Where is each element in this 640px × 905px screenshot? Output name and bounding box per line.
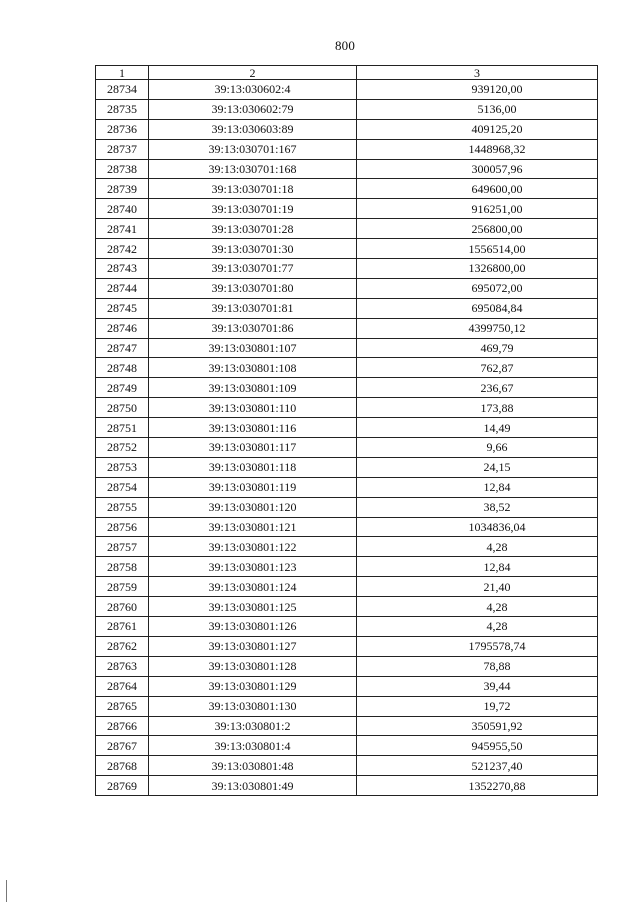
table-row	[96, 636, 598, 656]
value-cell: 649600,00	[357, 179, 598, 199]
value-cell: 469,79	[357, 338, 598, 358]
table-row	[96, 438, 598, 458]
table-row	[96, 597, 598, 617]
registry-table	[95, 65, 598, 796]
table-row	[96, 617, 598, 637]
cadastral-number-cell: 39:13:030701:77	[149, 259, 357, 279]
table-row	[96, 716, 598, 736]
row-number-cell: 28761	[96, 617, 149, 637]
value-cell: 4,28	[357, 617, 598, 637]
table-row	[96, 557, 598, 577]
table-row	[96, 318, 598, 338]
table-row	[96, 517, 598, 537]
table-row	[96, 756, 598, 776]
value-cell: 12,84	[357, 557, 598, 577]
value-cell: 300057,96	[357, 159, 598, 179]
cadastral-number-cell: 39:13:030801:125	[149, 597, 357, 617]
row-number-cell: 28768	[96, 756, 149, 776]
cadastral-number-cell: 39:13:030701:30	[149, 239, 357, 259]
table-row	[96, 139, 598, 159]
table-row	[96, 119, 598, 139]
value-cell: 21,40	[357, 577, 598, 597]
cadastral-number-cell: 39:13:030701:167	[149, 139, 357, 159]
row-number-cell: 28734	[96, 80, 149, 100]
row-number-cell: 28742	[96, 239, 149, 259]
value-cell: 4399750,12	[357, 318, 598, 338]
table-row	[96, 159, 598, 179]
cadastral-number-cell: 39:13:030801:110	[149, 398, 357, 418]
table-row	[96, 338, 598, 358]
value-cell: 9,66	[357, 438, 598, 458]
row-number-cell: 28760	[96, 597, 149, 617]
table-row	[96, 776, 598, 796]
value-cell: 350591,92	[357, 716, 598, 736]
table-row	[96, 80, 598, 100]
row-number-cell: 28756	[96, 517, 149, 537]
table-row	[96, 239, 598, 259]
cadastral-number-cell: 39:13:030801:128	[149, 656, 357, 676]
row-number-cell: 28739	[96, 179, 149, 199]
cadastral-number-cell: 39:13:030801:127	[149, 636, 357, 656]
row-number-cell: 28759	[96, 577, 149, 597]
value-cell: 762,87	[357, 358, 598, 378]
value-cell: 78,88	[357, 656, 598, 676]
row-number-cell: 28740	[96, 199, 149, 219]
cadastral-number-cell: 39:13:030801:129	[149, 676, 357, 696]
cadastral-number-cell: 39:13:030701:18	[149, 179, 357, 199]
table-row	[96, 457, 598, 477]
cadastral-number-cell: 39:13:030801:120	[149, 497, 357, 517]
cadastral-number-cell: 39:13:030801:107	[149, 338, 357, 358]
cadastral-number-cell: 39:13:030801:116	[149, 418, 357, 438]
value-cell: 24,15	[357, 457, 598, 477]
table-row	[96, 99, 598, 119]
table-row	[96, 219, 598, 239]
value-cell: 1326800,00	[357, 259, 598, 279]
cadastral-number-cell: 39:13:030701:168	[149, 159, 357, 179]
registry-table-container	[95, 65, 597, 796]
value-cell: 4,28	[357, 537, 598, 557]
cadastral-number-cell: 39:13:030603:89	[149, 119, 357, 139]
value-cell: 1556514,00	[357, 239, 598, 259]
table-header-row	[96, 66, 598, 80]
cadastral-number-cell: 39:13:030602:79	[149, 99, 357, 119]
cadastral-number-cell: 39:13:030701:86	[149, 318, 357, 338]
cadastral-number-cell: 39:13:030602:4	[149, 80, 357, 100]
cadastral-number-cell: 39:13:030801:108	[149, 358, 357, 378]
cadastral-number-cell: 39:13:030801:130	[149, 696, 357, 716]
value-cell: 14,49	[357, 418, 598, 438]
page-number: 800	[334, 38, 356, 53]
column-header-2: 2	[149, 66, 357, 80]
row-number-cell: 28765	[96, 696, 149, 716]
value-cell: 256800,00	[357, 219, 598, 239]
table-row	[96, 298, 598, 318]
table-row	[96, 537, 598, 557]
cadastral-number-cell: 39:13:030801:117	[149, 438, 357, 458]
table-row	[96, 378, 598, 398]
row-number-cell: 28757	[96, 537, 149, 557]
row-number-cell: 28737	[96, 139, 149, 159]
scan-margin-mark	[6, 880, 7, 902]
row-number-cell: 28747	[96, 338, 149, 358]
row-number-cell: 28753	[96, 457, 149, 477]
cadastral-number-cell: 39:13:030801:119	[149, 477, 357, 497]
table-row	[96, 179, 598, 199]
value-cell: 236,67	[357, 378, 598, 398]
cadastral-number-cell: 39:13:030801:48	[149, 756, 357, 776]
table-row	[96, 497, 598, 517]
value-cell: 19,72	[357, 696, 598, 716]
cadastral-number-cell: 39:13:030801:4	[149, 736, 357, 756]
row-number-cell: 28767	[96, 736, 149, 756]
table-row	[96, 398, 598, 418]
row-number-cell: 28750	[96, 398, 149, 418]
row-number-cell: 28741	[96, 219, 149, 239]
table-row	[96, 418, 598, 438]
row-number-cell: 28744	[96, 278, 149, 298]
table-row	[96, 477, 598, 497]
cadastral-number-cell: 39:13:030701:19	[149, 199, 357, 219]
cadastral-number-cell: 39:13:030801:123	[149, 557, 357, 577]
table-row	[96, 696, 598, 716]
cadastral-number-cell: 39:13:030801:124	[149, 577, 357, 597]
row-number-cell: 28748	[96, 358, 149, 378]
row-number-cell: 28735	[96, 99, 149, 119]
row-number-cell: 28762	[96, 636, 149, 656]
row-number-cell: 28745	[96, 298, 149, 318]
table-row	[96, 656, 598, 676]
cadastral-number-cell: 39:13:030701:81	[149, 298, 357, 318]
value-cell: 1448968,32	[357, 139, 598, 159]
value-cell: 173,88	[357, 398, 598, 418]
row-number-cell: 28751	[96, 418, 149, 438]
value-cell: 695072,00	[357, 278, 598, 298]
table-row	[96, 199, 598, 219]
value-cell: 939120,00	[357, 80, 598, 100]
cadastral-number-cell: 39:13:030801:2	[149, 716, 357, 736]
row-number-cell: 28754	[96, 477, 149, 497]
cadastral-number-cell: 39:13:030801:122	[149, 537, 357, 557]
row-number-cell: 28743	[96, 259, 149, 279]
table-row	[96, 259, 598, 279]
row-number-cell: 28738	[96, 159, 149, 179]
row-number-cell: 28758	[96, 557, 149, 577]
value-cell: 12,84	[357, 477, 598, 497]
cadastral-number-cell: 39:13:030801:109	[149, 378, 357, 398]
value-cell: 695084,84	[357, 298, 598, 318]
value-cell: 1795578,74	[357, 636, 598, 656]
cadastral-number-cell: 39:13:030801:49	[149, 776, 357, 796]
table-body	[96, 80, 598, 796]
value-cell: 521237,40	[357, 756, 598, 776]
cadastral-number-cell: 39:13:030701:80	[149, 278, 357, 298]
value-cell: 1034836,04	[357, 517, 598, 537]
cadastral-number-cell: 39:13:030801:118	[149, 457, 357, 477]
column-header-3: 3	[357, 66, 598, 80]
table-row	[96, 278, 598, 298]
table-row	[96, 577, 598, 597]
value-cell: 945955,50	[357, 736, 598, 756]
table-row	[96, 358, 598, 378]
table-row	[96, 676, 598, 696]
value-cell: 38,52	[357, 497, 598, 517]
row-number-cell: 28736	[96, 119, 149, 139]
cadastral-number-cell: 39:13:030801:121	[149, 517, 357, 537]
row-number-cell: 28763	[96, 656, 149, 676]
row-number-cell: 28755	[96, 497, 149, 517]
table-header	[96, 66, 598, 80]
value-cell: 916251,00	[357, 199, 598, 219]
column-header-1: 1	[96, 66, 149, 80]
row-number-cell: 28764	[96, 676, 149, 696]
cadastral-number-cell: 39:13:030701:28	[149, 219, 357, 239]
row-number-cell: 28769	[96, 776, 149, 796]
row-number-cell: 28752	[96, 438, 149, 458]
value-cell: 409125,20	[357, 119, 598, 139]
row-number-cell: 28766	[96, 716, 149, 736]
row-number-cell: 28746	[96, 318, 149, 338]
value-cell: 39,44	[357, 676, 598, 696]
value-cell: 4,28	[357, 597, 598, 617]
table-row	[96, 736, 598, 756]
value-cell: 1352270,88	[357, 776, 598, 796]
cadastral-number-cell: 39:13:030801:126	[149, 617, 357, 637]
row-number-cell: 28749	[96, 378, 149, 398]
value-cell: 5136,00	[357, 99, 598, 119]
